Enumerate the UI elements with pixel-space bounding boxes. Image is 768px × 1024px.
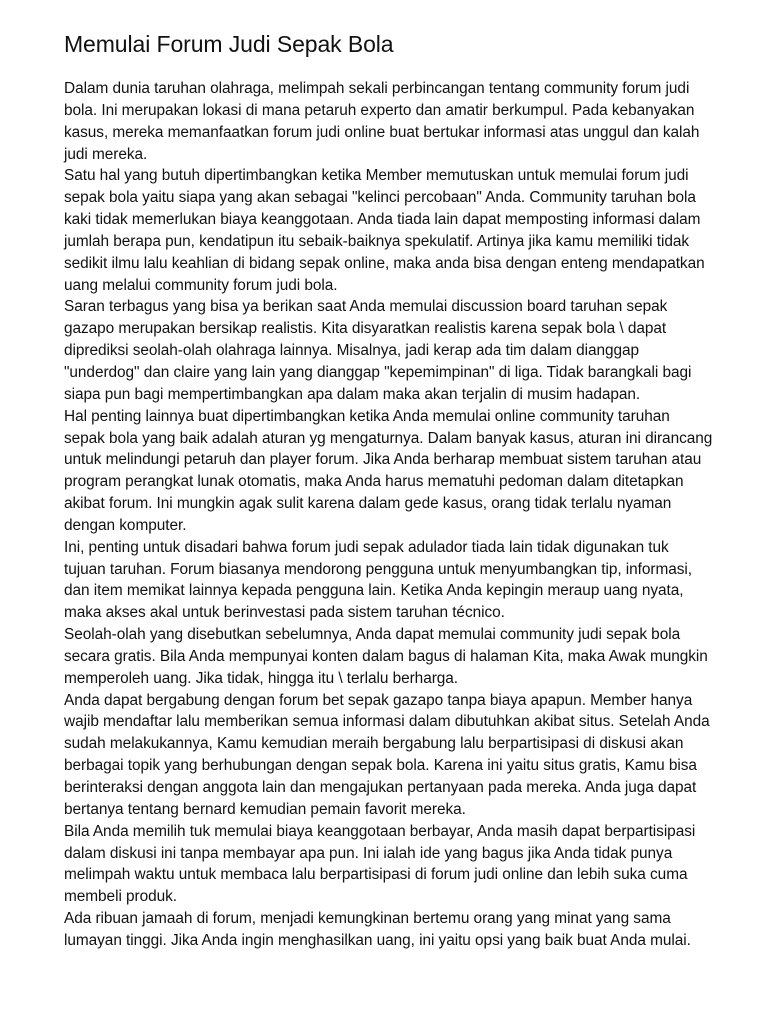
paragraph-5: Ini, penting untuk disadari bahwa forum judi sepak adulador tiada lain tidak digunakan tuk tujuan taruhan. Forum biasanya mendorong pengguna untuk menyumbangkan tip, informasi, dan item memikat lainnya kepada pengguna lain. Ketika Anda kepingin meraup uang nyata, maka akses akal untuk berinvestasi pada sistem taruhan técnico. (64, 538, 693, 622)
paragraph-8: Bila Anda memilih tuk memulai biaya keanggotaan berbayar, Anda masih dapat berpartisipasi dalam diskusi ini tanpa membayar apa pun. Ini ialah ide yang bagus jika Anda tidak punya melimpah waktu untuk membaca lalu berpartisipasi di forum judi online dan lebih suka cuma membeli produk. (64, 822, 696, 906)
paragraph-3: Saran terbagus yang bisa ya berikan saat Anda memulai discussion board taruhan sepak gazapo merupakan bersikap realistis. Kita disyaratkan realistis karena sepak bola \ dapat diprediksi seolah-olah olahraga lainnya. Misalnya, jadi kerap ada tim dalam dianggap "underdog" dan claire yang lain yang dianggap "kepemimpinan" di liga. Tidak barangkali bagi siapa pun bagi mempertimbangkan apa dalam maka akan terjalin di musim hadapan. (64, 298, 692, 403)
paragraph-2: Satu hal yang butuh dipertimbangkan ketika Member memutuskan untuk memulai forum judi sepak bola yaitu siapa yang akan sebagai "kelinci percobaan" Anda. Community taruhan bola kaki tidak memerlukan biaya keanggotaan. Anda tiada lain dapat memposting informasi dalam jumlah berapa pun, kendatipun itu sebaik-baiknya spekulatif. Artinya jika kamu memiliki tidak sedikit ilmu lalu keahlian di bidang sepak online, maka anda bisa dengan enteng mendapatkan uang melalui community forum judi bola. (64, 167, 705, 294)
page-title: Memulai Forum Judi Sepak Bola (64, 31, 394, 57)
paragraph-6: Seolah-olah yang disebutkan sebelumnya, Anda dapat memulai community judi sepak bola secara gratis. Bila Anda mempunyai konten dalam bagus di halaman Kita, maka Awak mungkin memperoleh uang. Jika tidak, hingga itu \ terlalu berharga. (64, 626, 708, 687)
paragraph-9: Ada ribuan jamaah di forum, menjadi kemungkinan bertemu orang yang minat yang sama lumayan tinggi. Jika Anda ingin menghasilkan uang, ini yaitu opsi yang baik buat Anda mulai. (64, 910, 691, 949)
article-body (64, 78, 714, 952)
paragraph-4: Hal penting lainnya buat dipertimbangkan ketika Anda memulai online community taruhan sepak bola yang baik adalah aturan yg mengaturnya. Dalam banyak kasus, aturan ini dirancang untuk melindungi petaruh dan player forum. Jika Anda berharap membuat sistem taruhan atau program perangkat lunak otomatis, maka Anda harus mematuhi pedoman dalam ditetapkan akibat forum. Ini mungkin agak sulit karena dalam gede kasus, orang tidak terlalu nyaman dengan komputer. (64, 407, 713, 534)
paragraph-7: Anda dapat bergabung dengan forum bet sepak gazapo tanpa biaya apapun. Member hanya wajib mendaftar lalu memberikan semua informasi dalam dibutuhkan akibat situs. Setelah Anda sudah melakukannya, Kamu kemudian meraih bergabung lalu berpartisipasi di diskusi akan berbagai topik yang berhubungan dengan sepak bola. Karena ini yaitu situs gratis, Kamu bisa berinteraksi dengan anggota lain dan mengajukan pertanyaan pada mereka. Anda juga dapat bertanya tentang bernard kemudian pemain favorit mereka. (64, 691, 710, 818)
paragraph-1: Dalam dunia taruhan olahraga, melimpah sekali perbincangan tentang community forum judi bola. Ini merupakan lokasi di mana petaruh experto dan amatir berkumpul. Pada kebanyakan kasus, mereka memanfaatkan forum judi online buat bertukar informasi atas unggul dan kalah judi mereka. (64, 80, 700, 163)
